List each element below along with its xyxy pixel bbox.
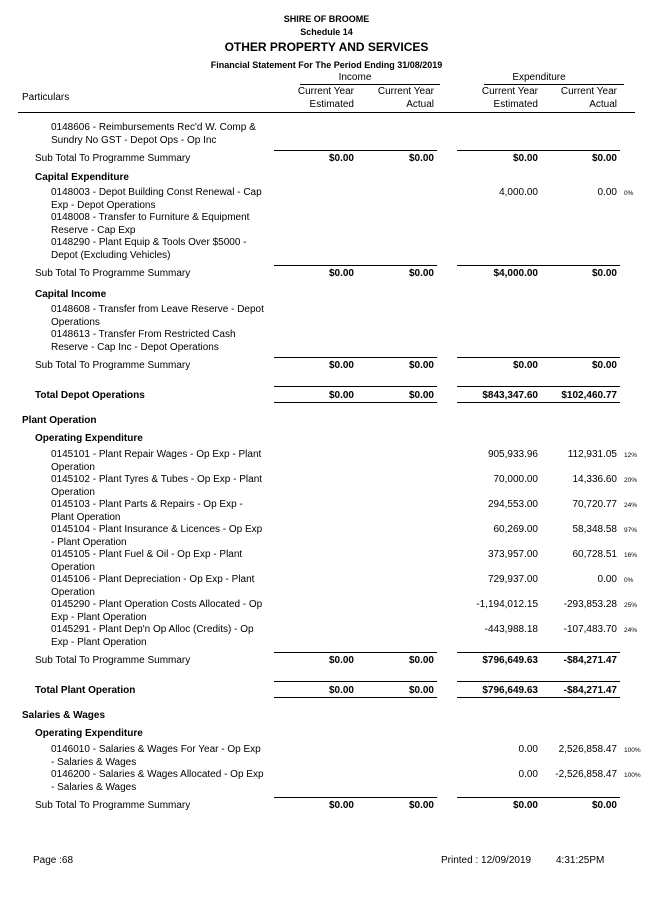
expenditure-estimated: 373,957.00: [487, 549, 538, 560]
section-heading: Operating Expenditure: [35, 433, 143, 444]
expenditure-estimated: 729,937.00: [487, 574, 538, 585]
expenditure-actual: 58,348.58: [572, 524, 617, 535]
subtotal-expenditure-estimated: $796,649.63: [482, 655, 538, 666]
percent-spent: 20%: [624, 477, 638, 484]
expenditure-estimated: 70,000.00: [493, 474, 538, 485]
percent-spent: 100%: [624, 747, 641, 754]
line-item-description: 0148608 - Transfer from Leave Reserve - Depot Operations: [51, 304, 264, 328]
line-item-description: 0148613 - Transfer From Restricted Cash Reserve - Cap Inc - Depot Operations: [51, 329, 236, 353]
expenditure-actual: 70,720.77: [572, 499, 617, 510]
percent-spent: 0%: [624, 190, 634, 197]
line-item-description: 0145102 - Plant Tyres & Tubes - Op Exp - Plant Operation: [51, 474, 263, 498]
expenditure-header: Expenditure: [512, 72, 566, 83]
programme-heading: Plant Operation: [22, 415, 97, 426]
subtotal-expenditure-actual: $0.00: [591, 360, 617, 371]
expenditure-actual: -107,483.70: [563, 624, 617, 635]
expenditure-estimated: 0.00: [518, 744, 538, 755]
subtotal-income-actual: $0.00: [408, 360, 434, 371]
total-rule: [274, 681, 437, 682]
expenditure-actual-header: [533, 85, 617, 111]
expenditure-estimated-header: [454, 85, 538, 111]
subtotal-rule: [457, 652, 620, 653]
expenditure-estimated: 294,553.00: [487, 499, 538, 510]
percent-spent: 16%: [624, 552, 638, 559]
percent-spent: 97%: [624, 527, 638, 534]
expenditure-estimated: 905,933.96: [487, 449, 538, 460]
subtotal-income-estimated: $0.00: [328, 655, 354, 666]
subtotal-income-actual: $0.00: [408, 153, 434, 164]
expenditure-actual: 0.00: [597, 574, 617, 585]
section-heading: Capital Expenditure: [35, 172, 129, 183]
expenditure-actual: 14,336.60: [572, 474, 617, 485]
total-double-rule: [457, 402, 620, 403]
line-item-description: 0145105 - Plant Fuel & Oil - Op Exp - Plant Operation: [51, 549, 243, 573]
total-expenditure-actual: $102,460.77: [561, 390, 617, 401]
line-item-description: 0145291 - Plant Dep'n Op Alloc (Credits) - Op Exp - Plant Operation: [51, 624, 254, 648]
subtotal-expenditure-estimated: $0.00: [512, 153, 538, 164]
subtotal-expenditure-estimated: $0.00: [512, 800, 538, 811]
expenditure-actual: -293,853.28: [563, 599, 617, 610]
subtotal-rule: [457, 150, 620, 151]
schedule-number: Schedule 14: [300, 27, 353, 37]
line-item-description: 0145104 - Plant Insurance & Licences - Op Exp - Plant Operation: [51, 524, 263, 548]
percent-spent: 0%: [624, 577, 634, 584]
expenditure-actual: -2,526,858.47: [555, 769, 617, 780]
percent-spent: 24%: [624, 502, 638, 509]
programme-heading: Salaries & Wages: [22, 710, 106, 721]
subtotal-income-estimated: $0.00: [328, 360, 354, 371]
subtotal-income-estimated: $0.00: [328, 153, 354, 164]
total-double-rule: [274, 697, 437, 698]
subtotal-label: Sub Total To Programme Summary: [35, 655, 191, 666]
line-item-description: 0148606 - Reimbursements Rec'd W. Comp & Sundry No GST - Depot Ops - Op Inc: [51, 122, 256, 146]
expenditure-actual: 60,728.51: [572, 549, 617, 560]
expenditure-actual: 2,526,858.47: [558, 744, 617, 755]
subtotal-rule: [457, 265, 620, 266]
line-item-description: 0145106 - Plant Depreciation - Op Exp - Plant Operation: [51, 574, 255, 598]
expenditure-estimated: -1,194,012.15: [476, 599, 538, 610]
expenditure-estimated: -443,988.18: [484, 624, 538, 635]
expenditure-actual: 112,931.05: [567, 449, 617, 460]
expenditure-actual: 0.00: [597, 187, 617, 198]
page-number: Page :68: [33, 855, 74, 866]
subtotal-expenditure-actual: $0.00: [591, 268, 617, 279]
total-double-rule: [274, 402, 437, 403]
line-item-description: 0148290 - Plant Equip & Tools Over $5000 - Depot (Excluding Vehicles): [51, 237, 247, 261]
subtotal-rule: [457, 797, 620, 798]
report-title: OTHER PROPERTY AND SERVICES: [224, 40, 429, 54]
line-item-description: 0146010 - Salaries & Wages For Year - Op Exp - Salaries & Wages: [51, 744, 261, 768]
total-rule: [457, 386, 620, 387]
subtotal-expenditure-actual: -$84,271.47: [563, 655, 617, 666]
subtotal-income-actual: $0.00: [408, 268, 434, 279]
subtotal-expenditure-estimated: $4,000.00: [493, 268, 538, 279]
header-line: Current Year: [481, 86, 538, 97]
subtotal-label: Sub Total To Programme Summary: [35, 360, 191, 371]
section-heading: Operating Expenditure: [35, 728, 143, 739]
subtotal-income-estimated: $0.00: [328, 268, 354, 279]
line-item-description: 0145290 - Plant Operation Costs Allocated - Op Exp - Plant Operation: [51, 599, 263, 623]
subtotal-rule: [457, 357, 620, 358]
subtotal-expenditure-actual: $0.00: [591, 800, 617, 811]
percent-spent: 25%: [624, 602, 638, 609]
report-subtitle: Financial Statement For The Period Ending 31/08/2019: [210, 60, 443, 70]
total-expenditure-estimated: $796,649.63: [482, 685, 538, 696]
subtotal-income-actual: $0.00: [408, 800, 434, 811]
header-line: Current Year: [377, 86, 434, 97]
header-line: Estimated: [309, 99, 354, 110]
header-line: Actual: [406, 99, 434, 110]
subtotal-income-actual: $0.00: [408, 655, 434, 666]
line-item-description: 0146200 - Salaries & Wages Allocated - Op Exp - Salaries & Wages: [51, 769, 264, 793]
subtotal-rule: [274, 357, 437, 358]
expenditure-estimated: 4,000.00: [499, 187, 538, 198]
printed-date: Printed : 12/09/2019: [441, 855, 532, 866]
total-income-estimated: $0.00: [328, 685, 354, 696]
org-name: SHIRE OF BROOME: [283, 14, 370, 24]
header-line: Actual: [589, 99, 617, 110]
subtotal-income-estimated: $0.00: [328, 800, 354, 811]
header-line: Estimated: [493, 99, 538, 110]
subtotal-rule: [274, 797, 437, 798]
line-item-description: 0145101 - Plant Repair Wages - Op Exp - Plant Operation: [51, 449, 262, 473]
section-heading: Capital Income: [35, 289, 107, 300]
total-income-actual: $0.00: [408, 685, 434, 696]
expenditure-estimated: 0.00: [518, 769, 538, 780]
percent-spent: 12%: [624, 452, 638, 459]
total-income-estimated: $0.00: [328, 390, 354, 401]
subtotal-rule: [274, 150, 437, 151]
header-line: Current Year: [560, 86, 617, 97]
printed-time: 4:31:25PM: [556, 855, 605, 866]
line-item-description: 0148008 - Transfer to Furniture & Equipment Reserve - Cap Exp: [51, 212, 250, 236]
line-item-description: 0145103 - Plant Parts & Repairs - Op Exp - Plant Operation: [51, 499, 243, 523]
total-expenditure-estimated: $843,347.60: [482, 390, 538, 401]
expenditure-estimated: 60,269.00: [493, 524, 538, 535]
income-header: Income: [338, 72, 372, 83]
total-rule: [457, 681, 620, 682]
subtotal-rule: [274, 652, 437, 653]
percent-spent: 24%: [624, 627, 638, 634]
percent-spent: 100%: [624, 772, 641, 779]
header-rule: [18, 112, 635, 113]
header-line: Current Year: [297, 86, 354, 97]
total-expenditure-actual: -$84,271.47: [563, 685, 617, 696]
particulars-header: Particulars: [22, 92, 70, 103]
subtotal-label: Sub Total To Programme Summary: [35, 268, 191, 279]
subtotal-expenditure-actual: $0.00: [591, 153, 617, 164]
total-double-rule: [457, 697, 620, 698]
subtotal-label: Sub Total To Programme Summary: [35, 153, 191, 164]
total-rule: [274, 386, 437, 387]
subtotal-label: Sub Total To Programme Summary: [35, 800, 191, 811]
income-actual-header: [350, 85, 434, 111]
total-income-actual: $0.00: [408, 390, 434, 401]
subtotal-rule: [274, 265, 437, 266]
subtotal-expenditure-estimated: $0.00: [512, 360, 538, 371]
line-item-description: 0148003 - Depot Building Const Renewal - Cap Exp - Depot Operations: [51, 187, 262, 211]
total-label: Total Plant Operation: [35, 685, 136, 696]
income-estimated-header: [270, 85, 354, 111]
total-label: Total Depot Operations: [35, 390, 145, 401]
